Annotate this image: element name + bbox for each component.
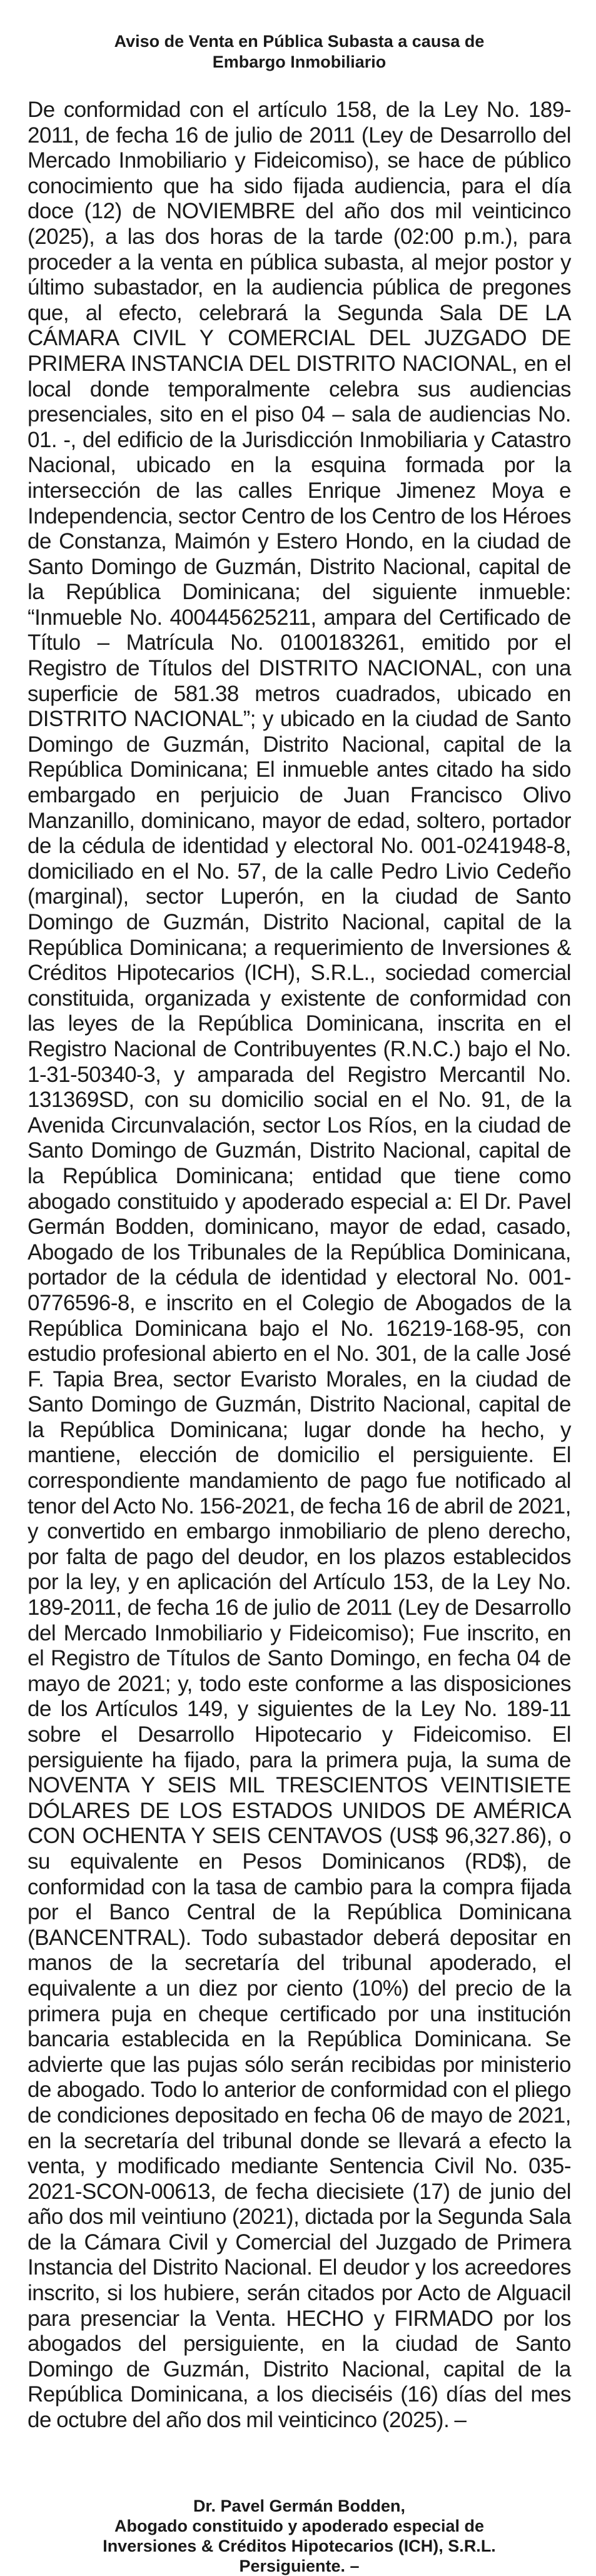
signature-company: Inversiones & Créditos Hipotecarios (ICH), S.R.L. bbox=[103, 2536, 496, 2555]
signature-party: Persiguiente. – bbox=[239, 2556, 360, 2575]
notice-title-line: Aviso de Venta en Pública Subasta a causa de bbox=[114, 32, 485, 51]
signature-name: Dr. Pavel Germán Bodden, bbox=[193, 2496, 406, 2515]
signature-block bbox=[28, 2496, 571, 2576]
notice-title-line: Embargo Inmobiliario bbox=[212, 53, 386, 71]
notice-title bbox=[28, 31, 571, 73]
notice-body-text: De conformidad con el artículo 158, de la Ley No. 189-2011, de fecha 16 de julio de 2011 (Ley de Desarrollo del Mercado Inmobiliario y Fideicomiso), se hace de público conocimiento que ha sido fijada audiencia, para el día doce (12) de NOVIEMBRE del año dos mil veinticinco (2025), a las dos horas de la tarde (02:00 p.m.), para proceder a la venta en pública subasta, al mejor postor y último subastador, en la audiencia pública de pregones que, al efecto, celebrará la Segunda Sala DE LA CÁMARA CIVIL Y COMERCIAL DEL JUZGADO DE PRIMERA INSTANCIA DEL DISTRITO NACIONAL, en el local donde temporalmente celebra sus audiencias presenciales, sito en el piso 04 – sala de audiencias No. 01. -, del edificio de la Jurisdicción Inmobiliaria y Catastro Nacional, ubicado en la esquina formada por la intersección de las calles Enrique Jimenez Moya e Independencia, sector Centro de los Centro de los Héroes de Constanza, Maimón y Estero Hondo, en la ciudad de Santo Domingo de Guzmán, Distrito Nacional, capital de la República Dominicana; del siguiente inmueble: “Inmueble No. 400445625211, ampara del Certificado de Título – Matrícula No. 0100183261, emitido por el Registro de Títulos del DISTRITO NACIONAL, con una superficie de 581.38 metros cuadrados, ubicado en DISTRITO NACIONAL”; y ubicado en la ciudad de Santo Domingo de Guzmán, Distrito Nacional, capital de la República Dominicana; El inmueble antes citado ha sido embargado en perjuicio de Juan Francisco Olivo Manzanillo, dominicano, mayor de edad, soltero, portador de la cédula de identidad y electoral No. 001-0241948-8, domiciliado en el No. 57, de la calle Pedro Livio Cedeño (marginal), sector Luperón, en la ciudad de Santo Domingo de Guzmán, Distrito Nacional, capital de la República Dominicana; a requerimiento de Inversiones & Créditos Hipotecarios (ICH), S.R.L., sociedad comercial constituida, organizada y existente de conformidad con las leyes de la República Dominicana, inscrita en el Registro Nacional de Contribuyentes (R.N.C.) bajo el No. 1-31-50340-3, y amparada del Registro Mercantil No. 131369SD, con su domicilio social en el No. 91, de la Avenida Circunvalación, sector Los Ríos, en la ciudad de Santo Domingo de Guzmán, Distrito Nacional, capital de la República Dominicana; entidad que tiene como abogado constituido y apoderado especial a: El Dr. Pavel Germán Bodden, dominicano, mayor de edad, casado, Abogado de los Tribunales de la República Dominicana, portador de la cédula de identidad y electoral No. 001-0776596-8, e inscrito en el Colegio de Abogados de la República Dominicana bajo el No. 16219-168-95, con estudio profesional abierto en el No. 301, de la calle José F. Tapia Brea, sector Evaristo Morales, en la ciudad de Santo Domingo de Guzmán, Distrito Nacional, capital de la República Dominicana; lugar donde ha hecho, y mantiene, elección de domicilio el persiguiente. El correspondiente mandamiento de pago fue notificado al tenor del Acto No. 156-2021, de fecha 16 de abril de 2021, y convertido en embargo inmobiliario de pleno derecho, por falta de pago del deudor, en los plazos establecidos por la ley, y en aplicación del Artículo 153, de la Ley No. 189-2011, de fecha 16 de julio de 2011 (Ley de Desarrollo del Mercado Inmobiliario y Fideicomiso); Fue inscrito, en el Registro de Títulos de Santo Domingo, en fecha 04 de mayo de 2021; y, todo este conforme a las disposiciones de los Artículos 149, y siguientes de la Ley No. 189-11 sobre el Desarrollo Hipotecario y Fideicomiso. El persiguiente ha fijado, para la primera puja, la suma de NOVENTA Y SEIS MIL TRESCIENTOS VEINTISIETE DÓLARES DE LOS ESTADOS UNIDOS DE AMÉRICA CON OCHENTA Y SEIS CENTAVOS (US$ 96,327.86), o su equivalente en Pesos Dominicanos (RD$), de conformidad con la tasa de cambio para la compra fijada por el Banco Central de la República Dominicana (BANCENTRAL). Todo subastador deberá depositar en manos de la secretaría del tribunal apoderado, el equivalente a un diez por ciento (10%) del precio de la primera puja en cheque certificado por una institución bancaria establecida en la República Dominicana. Se advierte que las pujas sólo serán recibidas por ministerio de abogado. Todo lo anterior de conformidad con el pliego de condiciones depositado en fecha 06 de mayo de 2021, en la secretaría del tribunal donde se llevará a efecto la venta, y modificado mediante Sentencia Civil No. 035-2021-SCON-00613, de fecha diecisiete (17) de junio del año dos mil veintiuno (2021), dictada por la Segunda Sala de la Cámara Civil y Comercial del Juzgado de Primera Instancia del Distrito Nacional. El deudor y los acreedores inscrito, si los hubiere, serán citados por Acto de Alguacil para presenciar la Venta. HECHO y FIRMADO por los abogados del persiguiente, en la ciudad de Santo Domingo de Guzmán, Distrito Nacional, capital de la República Dominicana, a los dieciséis (16) días del mes de octubre del año dos mil veinticinco (2025). – bbox=[28, 98, 571, 2433]
signature-role: Abogado constituido y apoderado especial de bbox=[114, 2516, 485, 2535]
